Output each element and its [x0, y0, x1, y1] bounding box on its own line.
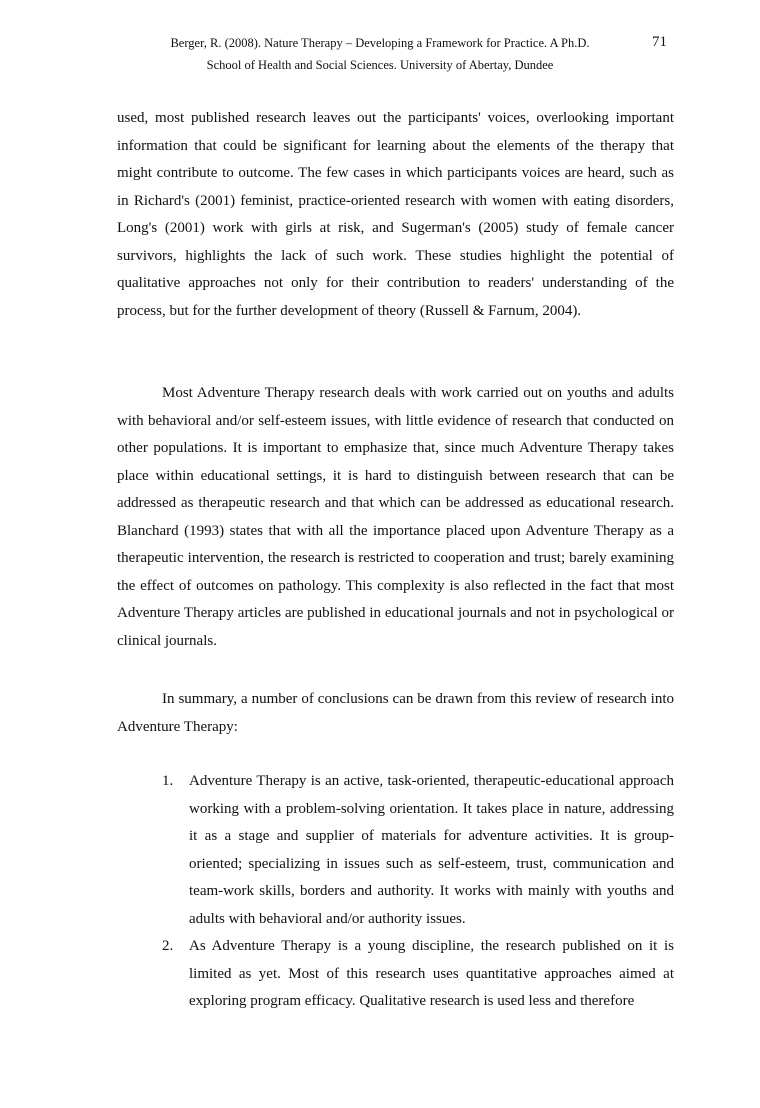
- page-header: [0, 32, 760, 76]
- page-number: 71: [652, 34, 667, 50]
- paragraph-2: Most Adventure Therapy research deals with work carried out on youths and adults with behavioral and/or self-esteem issues, with little evidence of research that conducted on other populations. It is important to emphasize that, since much Adventure Therapy takes place within educational settings, it is hard to distinguish between research that can be addressed as therapeutic research and that which can be addressed as educational research. Blanchard (1993) states that with all the importance placed upon Adventure Therapy as a therapeutic intervention, the research is restricted to cooperation and trust; barely examining the effect of outcomes on pathology. This complexity is also reflected in the fact that most Adventure Therapy articles are published in educational journals and not in psychological or clinical journals.: [117, 385, 674, 649]
- list-item-text: Adventure Therapy is an active, task-oriented, therapeutic-educational approach working with a problem-solving orientation. It takes place in nature, addressing it as a stage and supplier of materials for adventure activities. It is group-oriented; specializing in issues such as self-esteem, trust, communication and team-work skills, borders and authority. It works with mainly with youths and adults with behavioral and/or authority issues.: [189, 773, 674, 927]
- paragraph-1: used, most published research leaves out the participants' voices, overlooking important information that could be significant for learning about the elements of the therapy that might contribute to outcome. The few cases in which participants voices are heard, such as in Richard's (2001) feminist, practice-oriented research with women with eating disorders, Long's (2001) work with girls at risk, and Sugerman's (2005) study of female cancer survivors, highlights the lack of such work. These studies highlight the potential of qualitative approaches not only for their contribution to readers' understanding of the process, but for the further development of theory (Russell & Farnum, 2004).: [117, 110, 674, 319]
- header-institution-line: School of Health and Social Sciences. University of Abertay, Dundee: [206, 58, 554, 72]
- header-citation-line: Berger, R. (2008). Nature Therapy – Developing a Framework for Practice. A Ph.D.: [170, 36, 590, 50]
- list-item-number: 2.: [162, 938, 174, 954]
- conclusions-list: [162, 768, 674, 1016]
- paragraph-3: In summary, a number of conclusions can be drawn from this review of research into Adventure Therapy:: [117, 691, 674, 735]
- list-item-number: 1.: [162, 773, 174, 789]
- list-item: [162, 933, 674, 1016]
- list-item-text: As Adventure Therapy is a young discipline, the research published on it is limited as yet. Most of this research uses quantitative approaches aimed at exploring program efficacy. Qualitative research is used less and therefore: [189, 938, 674, 1009]
- list-item: [162, 768, 674, 933]
